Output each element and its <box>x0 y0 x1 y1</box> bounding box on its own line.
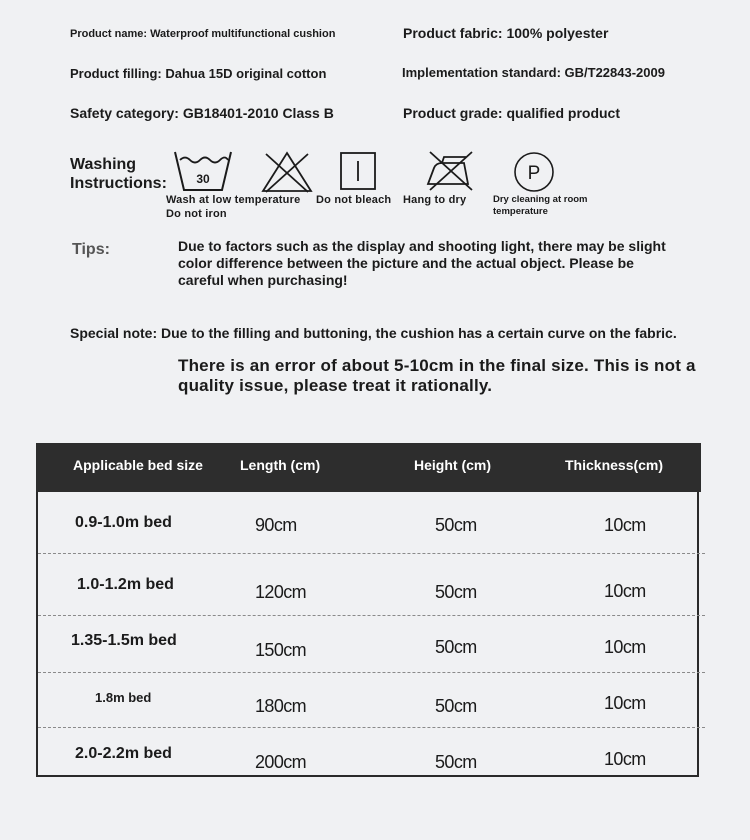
cell-bed-size: 1.0-1.2m bed <box>77 576 174 593</box>
cell-bed-size: 0.9-1.0m bed <box>75 514 172 531</box>
caption-bleach: Do not bleach <box>316 194 392 206</box>
row-divider <box>38 727 705 728</box>
header-height: Height (cm) <box>414 457 491 473</box>
dry-clean-letter: P <box>527 163 541 184</box>
washing-instructions-title: Washing Instructions: <box>70 156 167 192</box>
cell-length: 200cm <box>255 752 307 772</box>
no-iron-icon <box>424 148 476 192</box>
cell-thickness: 10cm <box>604 581 646 601</box>
cell-height: 50cm <box>435 752 477 772</box>
caption-iron: Do not iron <box>166 208 227 220</box>
caption-dry-clean: Dry cleaning at room temperature <box>493 194 588 217</box>
header-thickness: Thickness(cm) <box>565 457 664 473</box>
row-divider <box>38 672 705 673</box>
no-bleach-icon <box>260 150 314 194</box>
wash-30-icon <box>172 148 234 194</box>
cell-height: 50cm <box>435 582 477 602</box>
implementation-standard: Implementation standard: GB/T22843-2009 <box>402 65 665 80</box>
row-divider <box>38 553 705 554</box>
size-error-note: There is an error of about 5-10cm in the final size. This is not a quality issue, please treat it rationally. <box>178 356 696 395</box>
cell-height: 50cm <box>435 515 477 535</box>
cell-length: 180cm <box>255 696 307 716</box>
cell-thickness: 10cm <box>604 515 646 535</box>
cell-length: 150cm <box>255 640 307 660</box>
product-grade: Product grade: qualified product <box>403 105 621 121</box>
wash-temp-label: 30 <box>196 172 210 186</box>
header-bed-size: Applicable bed size <box>73 457 203 473</box>
product-name: Product name: Waterproof multifunctional cushion <box>70 28 336 40</box>
cell-bed-size: 1.35-1.5m bed <box>71 632 177 649</box>
product-filling: Product filling: Dahua 15D original cotton <box>70 66 327 81</box>
row-divider <box>38 615 705 616</box>
cell-bed-size: 1.8m bed <box>95 690 152 705</box>
caption-wash: Wash at low temperature <box>166 194 301 206</box>
table-header <box>36 443 701 492</box>
caption-hang: Hang to dry <box>403 194 467 206</box>
cell-length: 90cm <box>255 515 297 535</box>
product-fabric: Product fabric: 100% polyester <box>403 25 609 41</box>
cell-thickness: 10cm <box>604 637 646 657</box>
cell-height: 50cm <box>435 637 477 657</box>
hang-dry-icon <box>339 151 377 191</box>
special-note: Special note: Due to the filling and buttoning, the cushion has a certain curve on the fabric. <box>70 325 677 341</box>
tips-text: Due to factors such as the display and shooting light, there may be slight color difference between the picture and the actual object. Please be careful when purchasing! <box>178 238 666 288</box>
tips-label: Tips: <box>72 241 110 258</box>
cell-thickness: 10cm <box>604 749 646 769</box>
header-length: Length (cm) <box>240 457 321 473</box>
dry-clean-p-icon <box>513 151 555 193</box>
cell-thickness: 10cm <box>604 693 646 713</box>
cell-height: 50cm <box>435 696 477 716</box>
cell-length: 120cm <box>255 582 307 602</box>
safety-category: Safety category: GB18401-2010 Class B <box>70 105 334 121</box>
cell-bed-size: 2.0-2.2m bed <box>75 745 172 762</box>
size-table <box>36 443 699 777</box>
